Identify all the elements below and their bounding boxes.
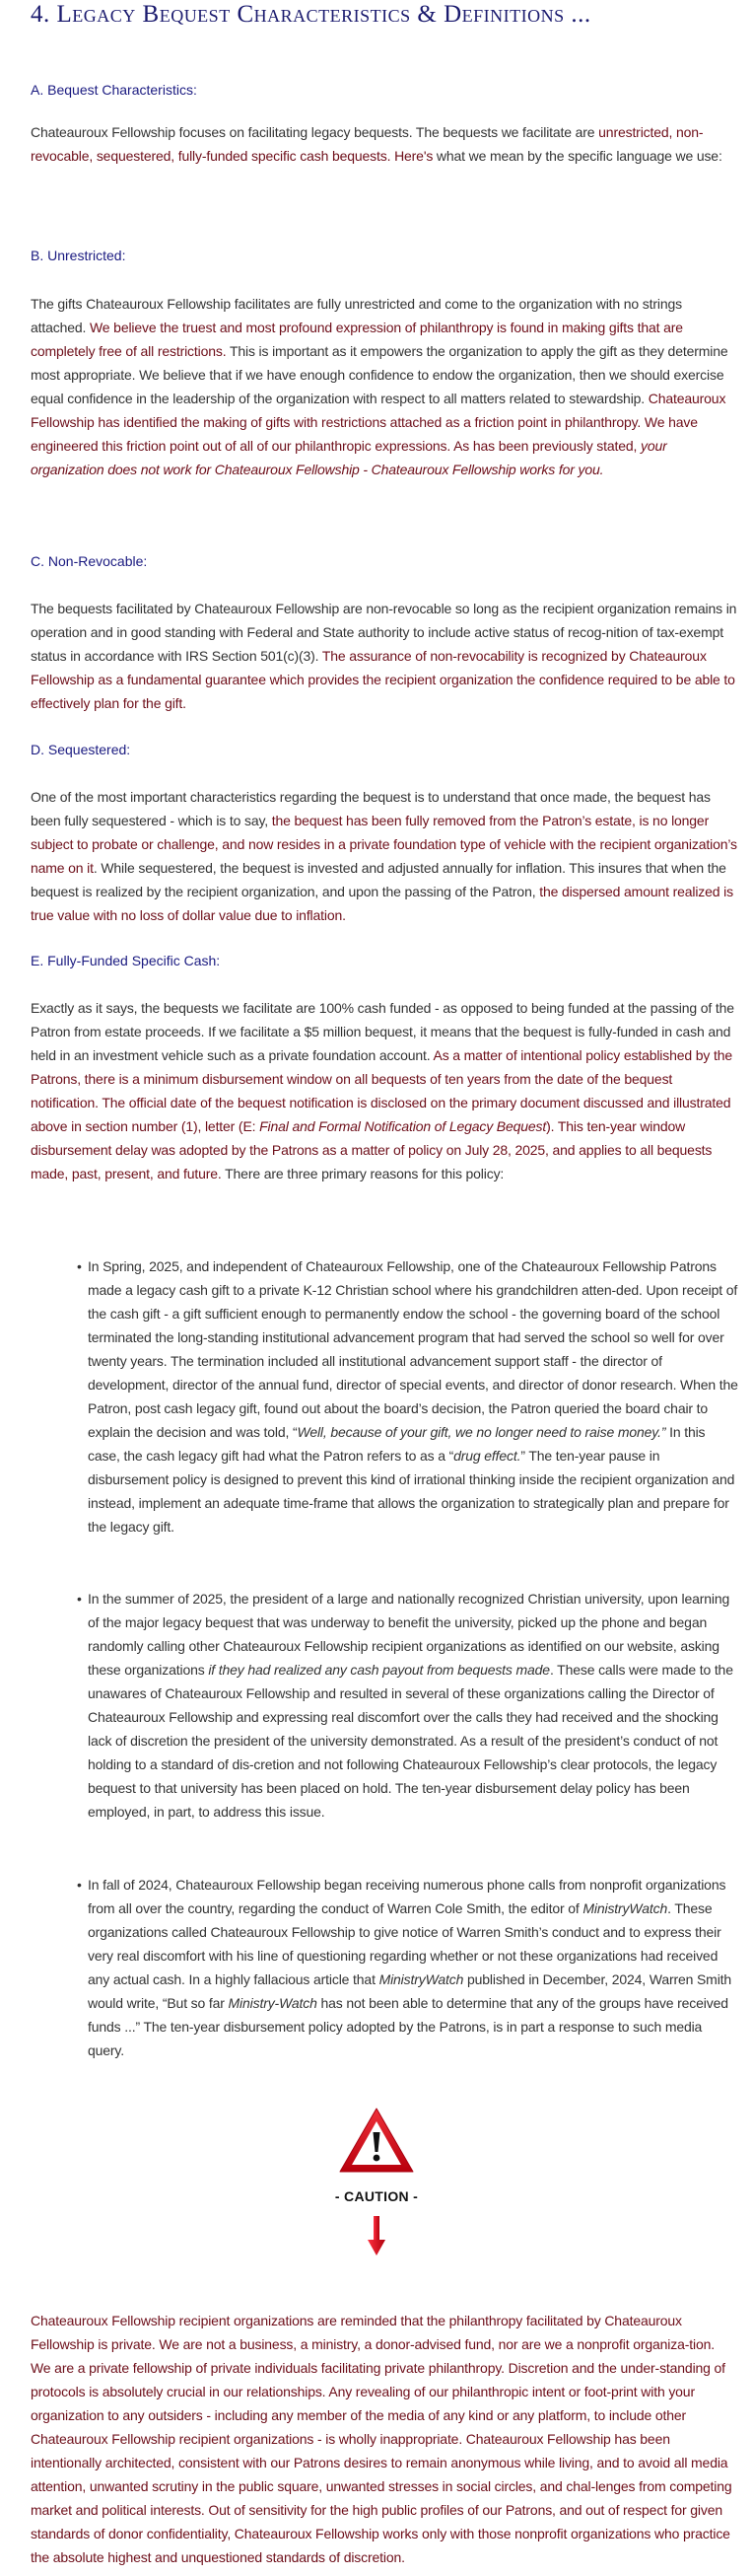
emphasis-text: The assurance of non-revocability is recognized by Chateauroux Fellowship as a fundamental guarantee which provides the recipient organization the confidence required to be able to effectively plan for the gift. bbox=[31, 648, 735, 711]
emphasis-text: As a matter of intentional policy established by the Patrons, there is a minimum disbursement window on all bequests of ten years from the date of the bequest notification. The official date of the bequest notification is disclosed on the primary document discussed and illustrated above in section number (1), letter (E: bbox=[31, 1047, 733, 1134]
paragraph-non-revocable: The bequests facilitated by Chateauroux Fellowship are non-revocable so long as the recipient organization remains in operation and in good standing with Federal and State authority to include active status of recog-nition of tax-exempt status in accordance with IRS Section 501(c)(3). The assurance of non-revocability is recognized by Chateauroux Fellowship as a fundamental guarantee which provides the recipient organization the confidence required to be able to effectively plan for the gift. bbox=[31, 601, 737, 711]
emphasis-text: Chateauroux Fellowship has identified the making of gifts with restrictions attached as a friction point in philanthropy. We have engineered this friction point out of all of our philanthropic expressions. As has been previously stated, bbox=[31, 391, 726, 454]
emphasis-italic-text: your organization does not work for Chateauroux Fellowship - Chateauroux Fellowship works for you. bbox=[31, 438, 667, 477]
emphasis-text: ). This ten-year window disbursement delay was adopted by the Patrons as a matter of policy on July 28, 2025, and applies to all bequests made, past, present, and future. bbox=[31, 1118, 713, 1181]
paragraph-sequestered: One of the most important characteristics regarding the bequest is to understand that once made, the bequest has been fully sequestered - which is to say, the bequest has been fully removed from the Patron’s estate, is no longer subject to probate or challenge, and now resides in a private foundation type of vehicle with the recipient organization’s name on it. While sequestered, the bequest is invested and adjusted annually for inflation. This insures that when the bequest is realized by the recipient organization, and upon the passing of the Patron, the dispersed amount realized is true value with no loss of dollar value due to inflation. bbox=[31, 789, 737, 923]
list-item: • In Spring, 2025, and independent of Chateauroux Fellowship, one of the Chateauroux Fellowship Patrons made a legacy cash gift to a private K-12 Christian school where his grandchildren atten-ded. Upon receipt of the cash gift - a gift sufficient enough to permanently endow the school - the governing board of the school terminated the long-standing institutional advancement program that had served the school so well for over twenty years. The termination included all institutional advancement support staff - the director of development, director of the annual fund, director of special events, and director of donor research. When the Patron, post cash legacy gift, found out about the board’s decision, the Patron queried the board chair to explain the decision and was told, “Well, because of your gift, we no longer need to raise money.” In this case, the cash legacy gift had what the Patron refers to as a “drug effect.” The ten-year pause in disbursement policy is designed to prevent this kind of irrational thinking inside the recipient organization and instead, implement an adequate time-frame that allows the organization to strategically plan and prepare for the legacy gift. bbox=[88, 1254, 738, 1538]
emphasis-text: We believe the truest and most profound expression of philanthropy is found in making gifts that are completely free of all restrictions. bbox=[31, 320, 683, 359]
paragraph-bequest-characteristics: Chateauroux Fellowship focuses on facilitating legacy bequests. The bequests we facilitate are unrestricted, non-revocable, sequestered, fully-funded specific cash bequests. Here's what we mean by the specific language we use: bbox=[31, 124, 722, 164]
arrow-down-icon bbox=[367, 2214, 386, 2257]
bullet-icon: • bbox=[77, 1591, 82, 1607]
page-title: 4. Legacy Bequest Characteristics & Definitions ... bbox=[31, 1, 591, 28]
section-heading-non-revocable: C. Non-Revocable: bbox=[31, 553, 148, 569]
paragraph-unrestricted: The gifts Chateauroux Fellowship facilitates are fully unrestricted and come to the organization with no strings attached. We believe the truest and most profound expression of philanthropy is found in making gifts that are completely free of all restrictions. This is important as it empowers the organization to apply the gift as they determine most appropriate. We believe that if we have enough confidence to endow the organization, then we should exercise equal confidence in the leadership of the organization with respect to all matters related to stewardship. Chateauroux Fellowship has identified the making of gifts with restrictions attached as a friction point in philanthropy. We have engineered this friction point out of all of our philanthropic expressions. As has been previously stated, your organization does not work for Chateauroux Fellowship - Chateauroux Fellowship works for you. bbox=[31, 296, 728, 477]
confidentiality-warning-paragraph: Chateauroux Fellowship recipient organizations are reminded that the philanthropy facilitated by Chateauroux Fellowship is private. We are not a business, a ministry, a donor-advised fund, nor are we a nonprofit organiza-tion. We are a private fellowship of private individuals facilitating private philanthropy. Discretion and the under-standing of protocols is absolutely crucial in our relationships. Any revealing of our philanthropic intent or foot-print with your organization to any outsiders - including any member of the media of any kind or any platform, to include other Chateauroux Fellowship recipient organizations - is wholly inappropriate. Chateauroux Fellowship has been intentionally architected, consistent with our Patrons desires to remain anonymous while living, and to avoid all media attention, unwanted scrutiny in the public square, unwanted stresses in social circles, and chal-lenges from competing market and political interests. Out of sensitivity for the high public profiles of our Patrons, and out of respect for given standards of donor confidentiality, Chateauroux Fellowship works only with those nonprofit organizations who practice the absolute highest and unquestioned standards of discretion. bbox=[31, 2313, 732, 2565]
bullet-icon: • bbox=[77, 1258, 82, 1274]
section-heading-sequestered: D. Sequestered: bbox=[31, 742, 131, 757]
bullet-icon: • bbox=[77, 1877, 82, 1893]
list-item: • In the summer of 2025, the president of a large and nationally recognized Christian university, upon learning of the major legacy bequest that was underway to benefit the university, picked up the phone and began randomly calling other Chateauroux Fellowship recipient organizations as identified on our website, asking these organizations if they had realized any cash payout from bequests made. These calls were made to the unawares of Chateauroux Fellowship and resulted in several of these organizations calling the Director of Chateauroux Fellowship and expressing real discomfort over the calls they had received and the shocking lack of discretion the president of the university demonstrated. As a result of the president’s conduct of not holding to a standard of dis-cretion and not following Chateauroux Fellowship’s clear protocols, the legacy bequest to that university has been placed on hold. The ten-year disbursement delay policy has been employed, in part, to address this issue. bbox=[88, 1587, 738, 1824]
section-heading-unrestricted: B. Unrestricted: bbox=[31, 248, 126, 263]
section-heading-bequest-characteristics: A. Bequest Characteristics: bbox=[31, 82, 197, 98]
emphasis-text: unrestricted, non-revocable, sequestered, fully-funded specific cash bequests. Here's bbox=[31, 124, 704, 164]
emphasis-italic-text: Final and Formal Notification of Legacy Bequest bbox=[259, 1118, 547, 1134]
caution-label: - CAUTION - bbox=[334, 2188, 419, 2204]
warning-triangle-icon bbox=[337, 2106, 416, 2177]
caution-block bbox=[31, 2106, 722, 2257]
section-heading-fully-funded-specific-cash: E. Fully-Funded Specific Cash: bbox=[31, 953, 221, 968]
emphasis-text: the bequest has been fully removed from the Patron’s estate, is no longer subject to probate or challenge, and now resides in a private foundation type of vehicle with the recipient organization’s name on it bbox=[31, 813, 737, 876]
list-item: • In fall of 2024, Chateauroux Fellowship began receiving numerous phone calls from nonprofit organizations from all over the country, regarding the conduct of Warren Cole Smith, the editor of MinistryWatch. These organizations called Chateauroux Fellowship to give notice of Warren Smith’s conduct and to express their very real discomfort with his line of questioning regarding whether or not these organizations had received any actual cash. In a highly fallacious article that MinistryWatch published in December, 2024, Warren Smith would write, “But so far Ministry-Watch has not been able to determine that any of the groups have received funds ...” The ten-year disbursement policy adopted by the Patrons, is in part a response to such media query. bbox=[88, 1873, 738, 2062]
paragraph-fully-funded-specific-cash: Exactly as it says, the bequests we facilitate are 100% cash funded - as opposed to being funded at the passing of the Patron from estate proceeds. If we facilitate a $5 million bequest, it means that the bequest is fully-funded in cash and held in an investment vehicle such as a private foundation account. As a matter of intentional policy established by the Patrons, there is a minimum disbursement window on all bequests of ten years from the date of the bequest notification. The official date of the bequest notification is disclosed on the primary document discussed and illustrated above in section number (1), letter (E: Final and Formal Notification of Legacy Bequest). This ten-year window disbursement delay was adopted by the Patrons as a matter of policy on July 28, 2025, and applies to all bequests made, past, present, and future. There are three primary reasons for this policy: bbox=[31, 1000, 734, 1181]
emphasis-text: the dispersed amount realized is true value with no loss of dollar value due to inflation. bbox=[31, 884, 733, 923]
